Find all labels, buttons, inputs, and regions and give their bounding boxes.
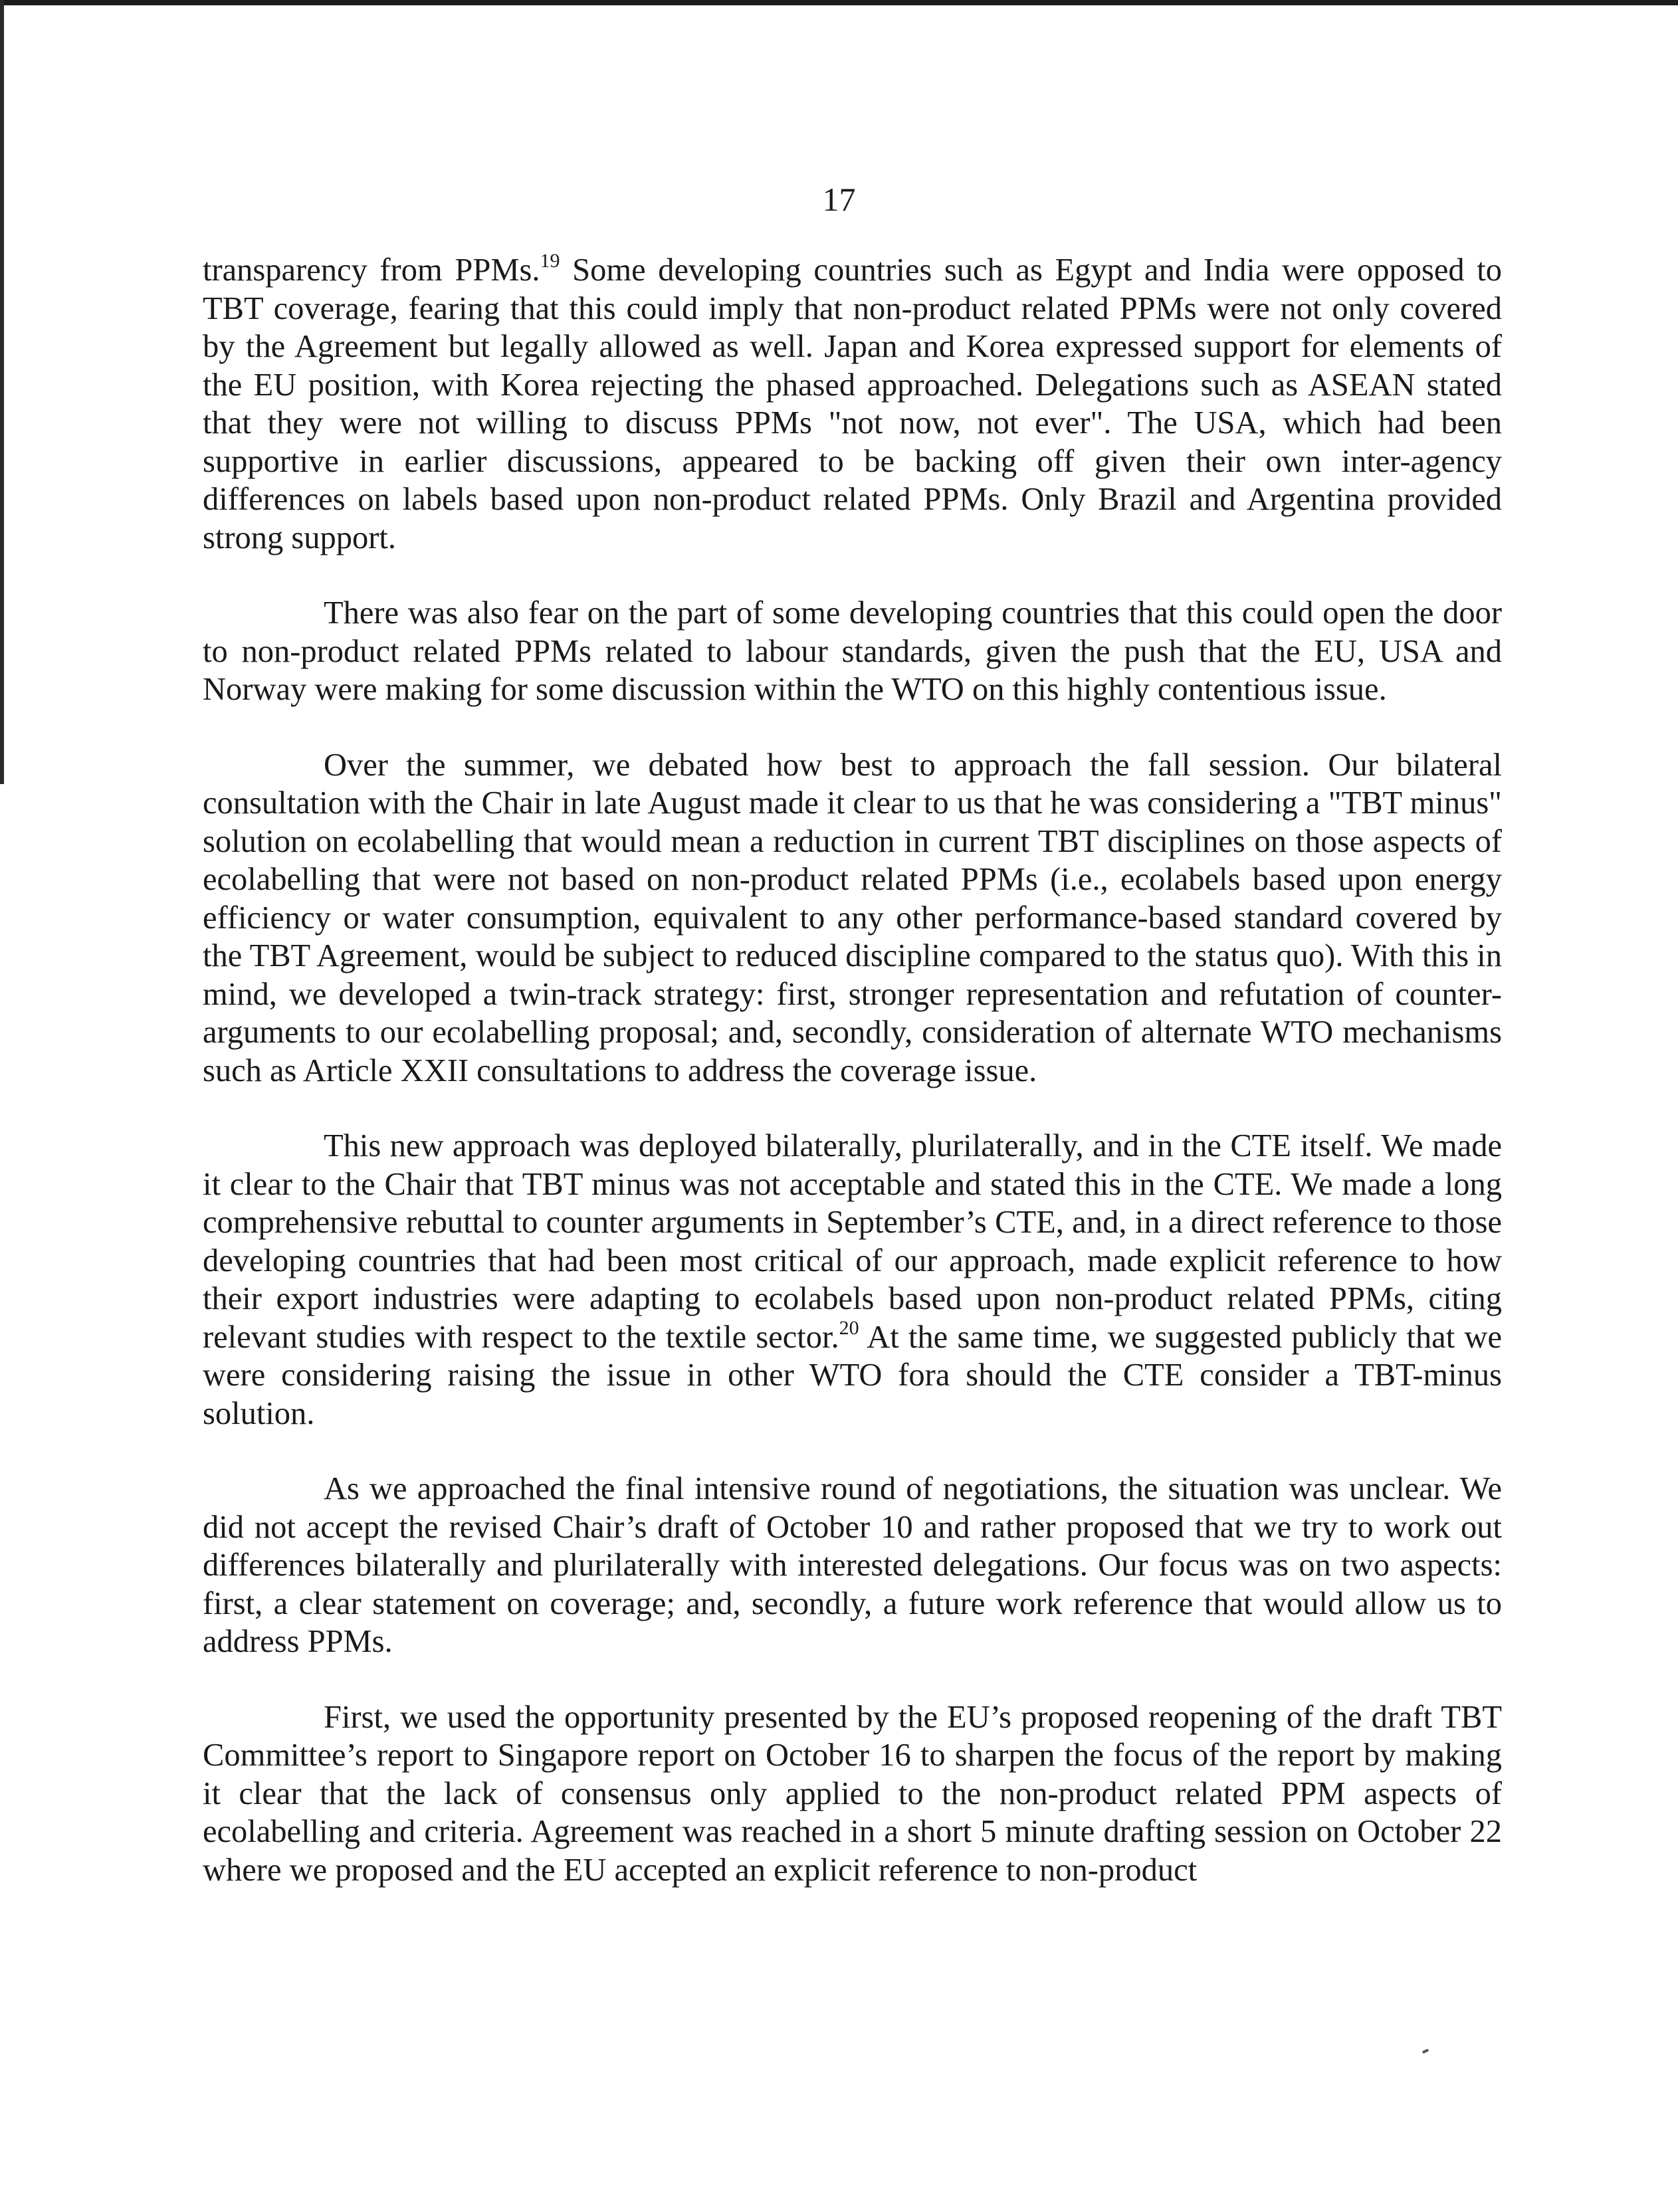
paragraph-3: Over the summer, we debated how best to approach the fall session. Our bilateral consultation with the Chair in late August made it clear to us that he was considering a "TBT minus" solution on ecolabelling that would mean a reduction in current TBT disciplines on those aspects of ecolabelling that were not based on non-product related PPMs (i.e., ecolabels based upon energy efficiency or water consumption, equivalent to any other performance-based standard covered by the TBT Agreement, would be subject to reduced discipline compared to the status quo). With this in mind, we developed a twin-track strategy: first, stronger representation and refutation of counter-arguments to our ecolabelling proposal; and, secondly, consideration of alternate WTO mechanisms such as Article XXII consultations to address the coverage issue.: [203, 747, 1502, 1088]
paragraph-1-text-a: transparency from PPMs.: [203, 252, 540, 288]
page-number: 17: [822, 181, 856, 218]
paragraph-6: First, we used the opportunity presented by the EU’s proposed reopening of the draft TBT Committee’s report to Singapore report on October 16 to sharpen the focus of the report by making it clear that the lack of consensus only applied to the non-product related PPM aspects of ecolabelling and criteria. Agreement was reached in a short 5 minute drafting session on October 22 where we proposed and the EU accepted an explicit reference to non-product: [203, 1699, 1502, 1888]
scan-speck: [1422, 2049, 1429, 2054]
paragraph-5: As we approached the final intensive round of negotiations, the situation was unclear. We did not accept the revised Chair’s draft of October 10 and rather proposed that we try to work out differences bilaterally and plurilaterally with interested delegations. Our focus was on two aspects: first, a clear statement on coverage; and, secondly, a future work reference that would allow us to address PPMs.: [203, 1471, 1502, 1659]
paragraph-2: There was also fear on the part of some developing countries that this could open the door to non-product related PPMs related to labour standards, given the push that the EU, USA and Norway were making for some discussion within the WTO on this highly contentious issue.: [203, 595, 1502, 707]
paragraph-4: [203, 1127, 1502, 1433]
left-border-rule: [0, 0, 4, 784]
footnote-ref-19: 19: [540, 250, 560, 272]
footnote-ref-20: 20: [839, 1316, 859, 1339]
top-border-rule: [0, 0, 1678, 5]
paragraph-4-text-b: At the same time, we suggested publicly that we were considering raising the issue in other WTO fora should the CTE consider a TBT-minus solution.: [203, 1319, 1502, 1431]
body-text: [203, 251, 1502, 1926]
paragraph-1-text-b: Some developing countries such as Egypt and India were opposed to TBT coverage, fearing that this could imply that non-product related PPMs were not only covered by the Agreement but legally allowed as well. Japan and Korea expressed support for elements of the EU position, with Korea rejecting the phased approached. Delegations such as ASEAN stated that they were not willing to discuss PPMs "not now, not ever". The USA, which had been supportive in earlier discussions, appeared to be backing off given their own inter-agency differences on labels based upon non-product related PPMs. Only Brazil and Argentina provided strong support.: [203, 252, 1502, 555]
paragraph-1: [203, 251, 1502, 557]
paragraph-4-text-a: This new approach was deployed bilaterally, plurilaterally, and in the CTE itself. We made it clear to the Chair that TBT minus was not acceptable and stated this in the CTE. We made a long comprehensive rebuttal to counter arguments in September’s CTE, and, in a direct reference to those developing countries that had been most critical of our approach, made explicit reference to how their export industries were adapting to ecolabels based upon non-product related PPMs, citing relevant studies with respect to the textile sector.: [203, 1128, 1502, 1355]
